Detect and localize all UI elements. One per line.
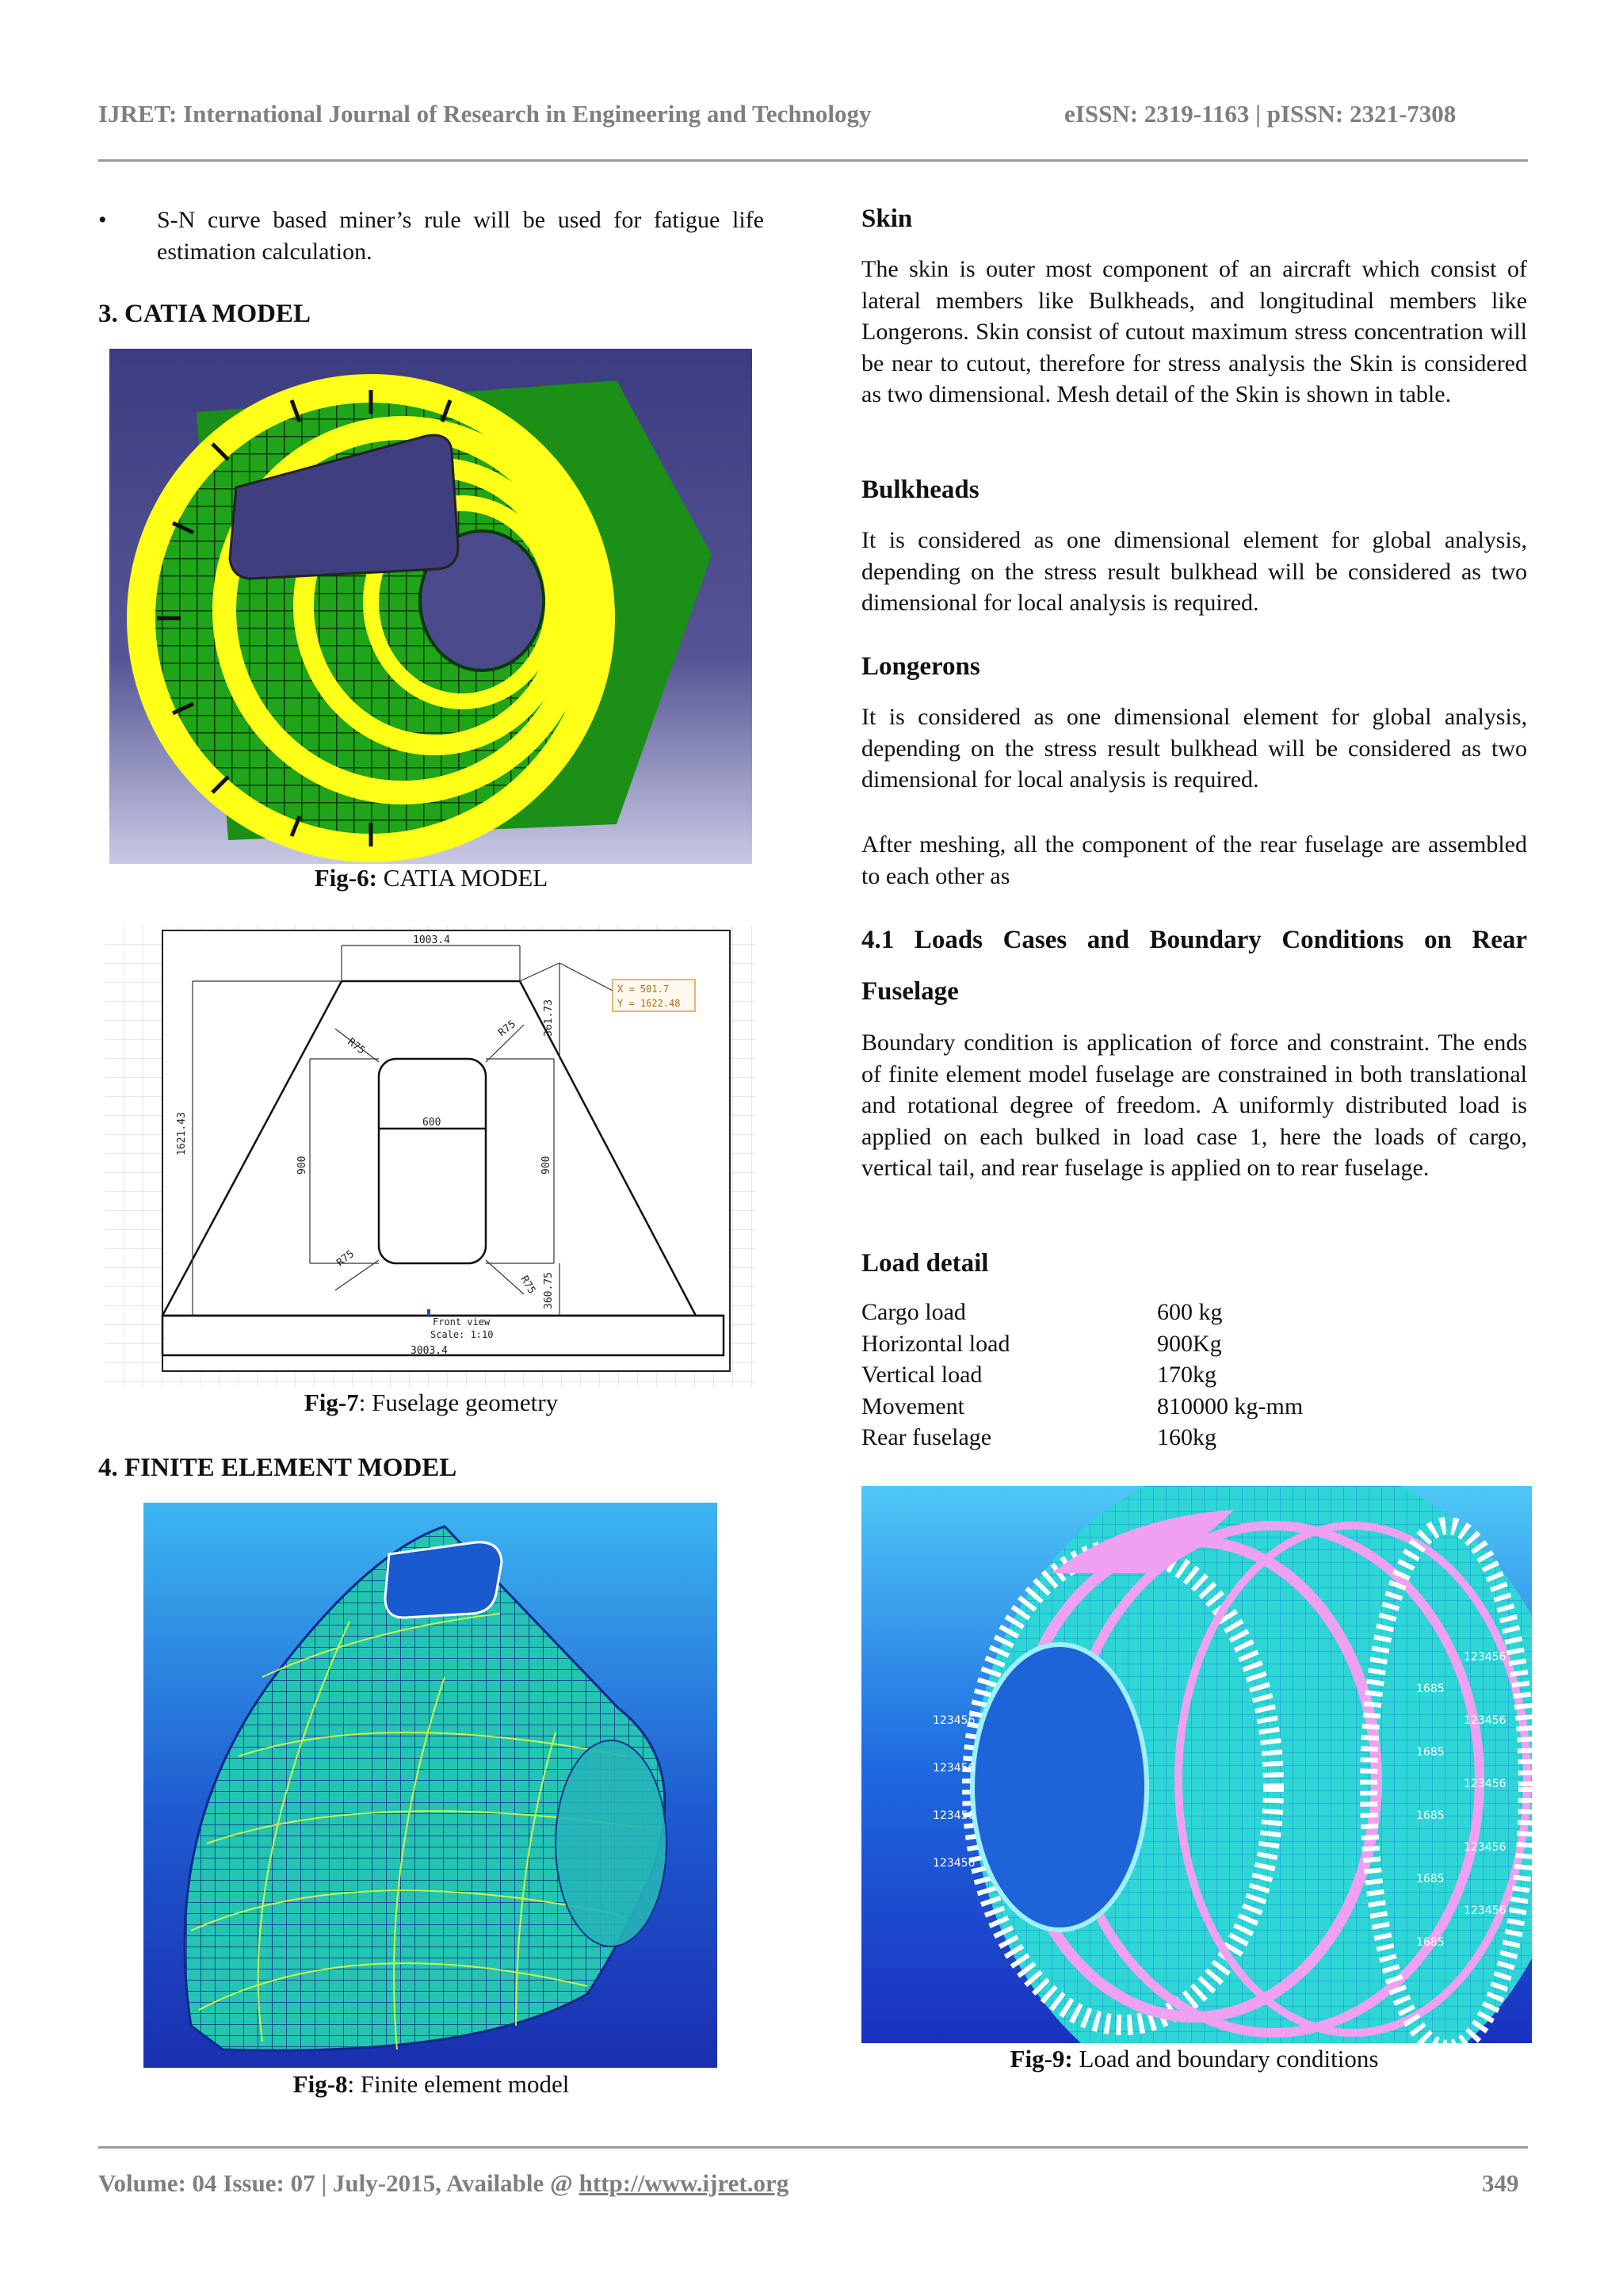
radius-bottom-right: R75 [517,1274,538,1297]
load-value: 600 kg [1157,1299,1223,1325]
scale-label: Scale: 1:10 [430,1329,494,1340]
load-tag: 1685 [1416,1809,1445,1822]
table-row [861,1422,1303,1454]
section-3-title: 3. CATIA MODEL [98,300,311,328]
journal-header: IJRET: International Journal of Research in Engineering and Technology [98,100,872,128]
view-label: Front view [433,1316,491,1328]
dim-window-right-height: 900 [540,1156,552,1175]
boundary-condition-paragraph: Boundary condition is application of force and constraint. The ends of finite element model fuselage are constrained in both translational and rotational degree of freedom. A uniformly distributed load is applied on each bulked in load case 1, here the loads of cargo, vertical tail, and rear fuselage is applied on to rear fuselage. [861,1030,1527,1181]
dim-right-bottom: 360.75 [543,1272,555,1309]
load-detail-title: Load detail [861,1249,989,1278]
dim-bottom: 3003.4 [411,1345,448,1357]
fuselage-geometry-drawing [105,926,755,1387]
load-detail-table [861,1297,1303,1454]
footer-rule [98,2146,1528,2149]
dim-window-left-height: 900 [296,1156,308,1175]
dim-right-top: 361.73 [543,999,555,1037]
table-row [861,1297,1303,1328]
header-rule [98,159,1528,162]
load-name: Horizontal load [861,1330,1010,1357]
finite-element-model-image [143,1503,717,2068]
constraint-tag: 123456 [933,1857,976,1870]
table-row [861,1359,1303,1391]
fig-6-caption [98,864,764,892]
radius-top-left: R75 [345,1036,368,1057]
constraint-tag: 123456 [933,1714,976,1727]
table-row [861,1328,1303,1360]
constraint-tag: 123456 [933,1762,976,1775]
radius-top-right: R75 [496,1018,518,1040]
fig-8-caption [98,2070,764,2099]
bulkheads-paragraph: It is considered as one dimensional element for global analysis, depending on the stress result bulkhead will be considered as two dimensional for local analysis is required. [861,527,1527,616]
page-number: 349 [1482,2169,1519,2197]
section-4-1-title-line2: Fuselage [861,977,959,1006]
section-4-title: 4. FINITE ELEMENT MODEL [98,1454,457,1482]
load-tag: 1685 [1416,1936,1445,1949]
dim-top: 1003.4 [413,934,450,946]
load-value: 170kg [1157,1362,1216,1388]
load-name: Movement [861,1392,964,1419]
skin-title: Skin [861,204,913,233]
catia-model-image [109,349,752,864]
journal-link[interactable]: http://www.ijret.org [579,2169,789,2197]
radius-bottom-left: R75 [334,1247,357,1270]
skin-paragraph: The skin is outer most component of an aircraft which consist of lateral members like Bulkheads, and longitudinal members like Longerons. Skin consist of cutout maximum stress concentration will be near to cutout, therefore for stress analysis the Skin is considered as two dimensional. Mesh detail of the Skin is shown in table. [861,256,1527,407]
fig-7-caption [98,1389,764,1417]
after-meshing-paragraph: After meshing, all the component of the rear fuselage are assembled to each other as [861,831,1527,889]
bulkheads-title: Bulkheads [861,476,980,504]
fig-7-label: Fig-7 [304,1389,359,1416]
fig-6-text: CATIA MODEL [376,864,548,892]
constraint-tag: 123456 [1464,1778,1507,1790]
load-name: Vertical load [861,1362,983,1388]
load-value: 810000 kg-mm [1157,1392,1304,1419]
constraint-tag: 123456 [933,1809,976,1822]
fig-8-text: : Finite element model [347,2070,570,2098]
load-boundary-conditions-image [861,1486,1532,2043]
constraint-tag: 123456 [1464,1841,1507,1854]
dim-window-width: 600 [422,1117,441,1129]
bullet-item [98,204,764,267]
fig-6-label: Fig-6: [314,864,377,892]
constraint-tag: 123456 [1464,1714,1507,1727]
fig-8-label: Fig-8 [292,2070,348,2098]
bullet-dot: • [98,207,107,233]
load-tag: 1685 [1416,1683,1445,1695]
coordinate-x: X = 501.7 [617,984,670,995]
longerons-title: Longerons [861,652,980,681]
fig-7-text: : Fuselage geometry [358,1389,559,1416]
footer-volume [98,2169,789,2198]
table-row [861,1391,1303,1423]
constraint-tag: 123456 [1464,1651,1507,1664]
fig-9-caption [861,2045,1527,2073]
issn-header: eISSN: 2319-1163 | pISSN: 2321-7308 [1064,100,1457,128]
load-value: 160kg [1157,1424,1216,1450]
load-tag: 1685 [1416,1746,1445,1759]
section-4-1-title-line1: 4.1 Loads Cases and Boundary Conditions on Rear [861,926,1527,954]
fig-9-text: Load and boundary conditions [1072,2045,1379,2073]
constraint-tag: 123456 [1464,1904,1507,1917]
fig-9-label: Fig-9: [1010,2045,1073,2073]
load-value: 900Kg [1157,1330,1222,1357]
load-name: Cargo load [861,1299,966,1325]
load-tag: 1685 [1416,1873,1445,1885]
footer-volume-text: Volume: 04 Issue: 07 | July-2015, Available @ [98,2169,579,2197]
bullet-text: S-N curve based miner’s rule will be used for fatigue life estimation calculation. [157,207,764,265]
coordinate-y: Y = 1622.48 [617,998,681,1009]
load-name: Rear fuselage [861,1424,992,1450]
longerons-paragraph: It is considered as one dimensional element for global analysis, depending on the stress result bulkhead will be considered as two dimensional for local analysis is required. [861,704,1527,793]
dim-left: 1621.43 [176,1112,188,1156]
